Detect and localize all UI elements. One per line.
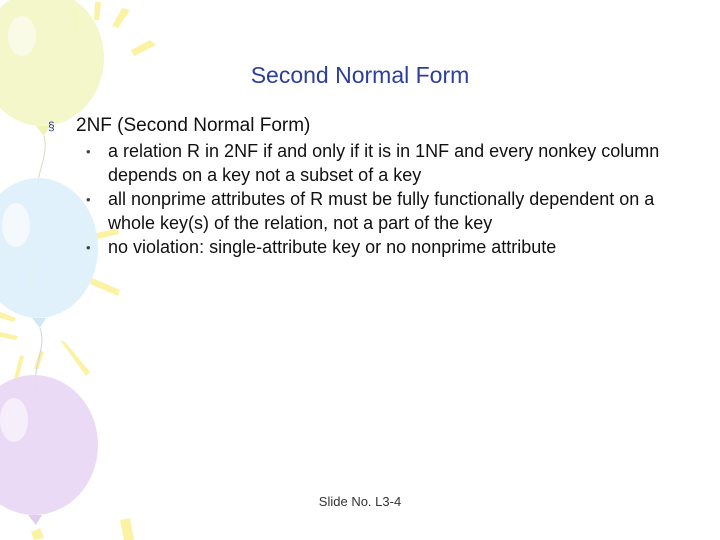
subpoint-text: no violation: single-attribute key or no nonprime attribute	[108, 237, 557, 257]
subpoint	[48, 236, 688, 260]
subpoint-text: all nonprime attributes of R must be fully functionally dependent on a whole key(s) of the relation, not a part of the key	[108, 189, 655, 233]
slide-content	[48, 113, 688, 260]
subpoint	[48, 188, 688, 235]
bullet-dot-icon: •	[86, 240, 91, 255]
main-bullet	[48, 113, 688, 139]
bullet-dot-icon: •	[86, 144, 91, 159]
slide-title: Second Normal Form	[250, 62, 470, 88]
subpoint-text: a relation R in 2NF if and only if it is in 1NF and every nonkey column depends on a key not a subset of a key	[108, 141, 660, 185]
section-bullet-icon: §	[48, 119, 55, 133]
bullet-dot-icon: •	[86, 192, 91, 207]
slide-number: Slide No. L3-4	[318, 494, 402, 509]
purple-balloon	[0, 375, 98, 525]
subpoint	[48, 140, 688, 187]
main-bullet-text: 2NF (Second Normal Form)	[76, 115, 311, 136]
